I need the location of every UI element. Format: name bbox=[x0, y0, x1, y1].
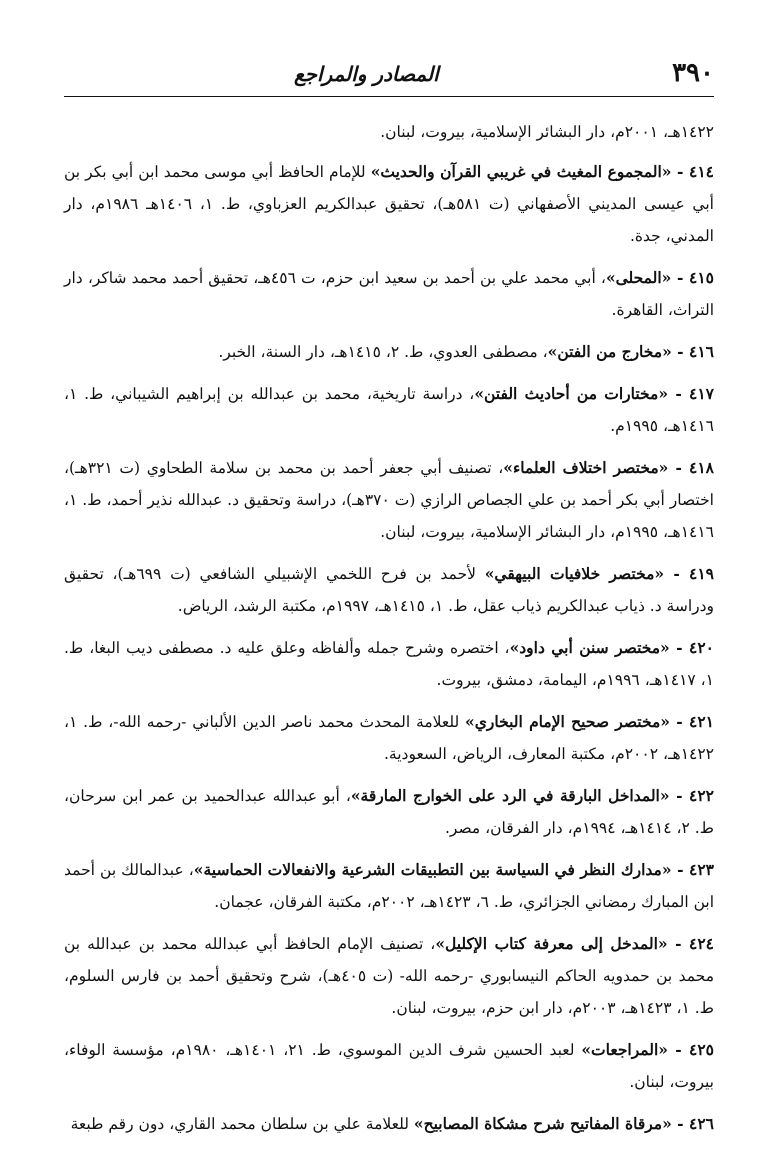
entry-details: للعلامة علي بن سلطان محمد القاري، دون رقم طبعة bbox=[70, 1115, 414, 1133]
entry-title: «مختصر صحيح الإمام البخاري» bbox=[465, 712, 670, 731]
entry-number: ٤١٨ - bbox=[668, 458, 714, 477]
bibliography-entry bbox=[64, 632, 714, 696]
bibliography-entry bbox=[64, 452, 714, 548]
bibliography-entry bbox=[64, 928, 714, 1024]
entry-details: ، اختصره وشرح جمله وألفاظه وعلق عليه د. مصطفى ديب البغا، ط. ١، ١٤١٧هـ، ١٩٩٦م، اليمامة، دمشق، بيروت. bbox=[64, 639, 714, 689]
page-header bbox=[64, 58, 714, 92]
bibliography-entry bbox=[64, 1108, 714, 1140]
bibliography-list bbox=[64, 116, 714, 1150]
entry-title: «المداخل البارقة في الرد على الخوارج المارقة» bbox=[350, 786, 670, 805]
entry-title: «مرقاة المفاتيح شرح مشكاة المصابيح» bbox=[413, 1114, 672, 1133]
entry-details: لأحمد بن فرح اللخمي الإشبيلي الشافعي (ت ٦٩٩هـ)، تحقيق ودراسة د. ذياب عبدالكريم ذياب عقل، ط. ١، ١٤١٥هـ، ١٩٩٧م، مكتبة الرشد، الرياض. bbox=[64, 565, 714, 615]
entry-details: للإمام الحافظ أبي موسى محمد ابن أبي بكر بن أبي عيسى المديني الأصفهاني (ت ٥٨١هـ)، تحقيق عبدالكريم العزباوي، ط. ١، ١٤٠٦هـ ١٩٨٦م، دار المدني، جدة. bbox=[64, 163, 714, 245]
bibliography-entry bbox=[64, 156, 714, 252]
bibliography-entry bbox=[64, 262, 714, 326]
entry-number: ٤٢٣ - bbox=[671, 860, 714, 879]
entry-details: ، تصنيف الإمام الحافظ أبي عبدالله محمد بن عبدالله بن محمد بن حمدويه الحاكم النيسابوري -رحمه الله- (ت ٤٠٥هـ)، شرح وتحقيق أحمد بن فارس السلوم، ط. ١، ١٤٢٣هـ، ٢٠٠٣م، دار ابن حزم، بيروت، لبنان. bbox=[64, 935, 714, 1017]
entry-number: ٤٢٢ - bbox=[669, 786, 715, 805]
entry-title: «مختصر خلافيات البيهقي» bbox=[484, 564, 665, 583]
entry-number: ٤٢٦ - bbox=[671, 1114, 714, 1133]
bibliography-entry bbox=[64, 706, 714, 770]
running-title: المصادر والمراجع bbox=[294, 62, 439, 86]
entry-number: ٤٢٥ - bbox=[667, 1040, 714, 1059]
entry-details: ، تصنيف أبي جعفر أحمد بن محمد بن سلامة الطحاوي (ت ٣٢١هـ)، اختصار أبي بكر أحمد بن علي الجصاص الرازي (ت ٣٧٠هـ)، دراسة وتحقيق د. عبدالله نذير أحمد، ط. ١، ١٤١٦هـ، ١٩٩٥م، دار البشائر الإسلامية، بيروت، لبنان. bbox=[64, 459, 714, 541]
entry-title: «المحلى» bbox=[605, 268, 672, 287]
header-divider bbox=[64, 96, 714, 97]
entry-number: ٤٢٤ - bbox=[667, 934, 714, 953]
bibliography-entry bbox=[64, 854, 714, 918]
entry-details: لعبد الحسين شرف الدين الموسوي، ط. ٢١، ١٤٠١هـ، ١٩٨٠م، مؤسسة الوفاء، بيروت، لبنان. bbox=[64, 1041, 714, 1091]
entry-title: «مختارات من أحاديث الفتن» bbox=[474, 384, 669, 403]
entry-number: ٤١٩ - bbox=[664, 564, 715, 583]
entry-title: «مدارك النظر في السياسة بين التطبيقات الشرعية والانفعالات الحماسية» bbox=[193, 860, 672, 879]
entry-details: ١٤٢٢هـ، ٢٠٠١م، دار البشائر الإسلامية، بيروت، لبنان. bbox=[380, 123, 714, 141]
page-number: ٣٩٠ bbox=[672, 58, 714, 88]
entry-title: «المجموع المغيث في غريبي القرآن والحديث» bbox=[370, 162, 672, 181]
bibliography-entry bbox=[64, 336, 714, 368]
entry-title: «مختصر اختلاف العلماء» bbox=[503, 458, 669, 477]
entry-number: ٤١٥ - bbox=[671, 268, 714, 287]
bibliography-entry bbox=[64, 116, 714, 148]
entry-details: ، أبو عبدالله عبدالحميد بن عمر ابن سرحان، ط. ٢، ١٤١٤هـ، ١٩٩٤م، دار الفرقان، مصر. bbox=[64, 787, 714, 837]
entry-details: ، دراسة تاريخية، محمد بن عبدالله بن إبراهيم الشيباني، ط. ١، ١٤١٦هـ، ١٩٩٥م. bbox=[64, 385, 714, 435]
entry-title: «مختصر سنن أبي داود» bbox=[509, 638, 670, 657]
entry-number: ٤٢٠ - bbox=[669, 638, 714, 657]
entry-title: «المدخل إلى معرفة كتاب الإكليل» bbox=[435, 934, 668, 953]
entry-number: ٤١٦ - bbox=[671, 342, 714, 361]
entry-details: للعلامة المحدث محمد ناصر الدين الألباني -رحمه الله-، ط. ١، ١٤٢٢هـ، ٢٠٠٢م، مكتبة المعارف، الرياض، السعودية. bbox=[64, 713, 714, 763]
bibliography-entry bbox=[64, 1034, 714, 1098]
entry-details: ، أبي محمد علي بن أحمد بن سعيد ابن حزم، ت ٤٥٦هـ، تحقيق أحمد محمد شاكر، دار التراث، القاهرة. bbox=[64, 269, 714, 319]
bibliography-entry bbox=[64, 558, 714, 622]
entry-title: «مخارج من الفتن» bbox=[547, 342, 672, 361]
entry-details: ، مصطفى العدوي، ط. ٢، ١٤١٥هـ، دار السنة، الخبر. bbox=[218, 343, 548, 361]
bibliography-entry bbox=[64, 378, 714, 442]
entry-title: «المراجعات» bbox=[581, 1040, 668, 1059]
entry-number: ٤١٧ - bbox=[668, 384, 714, 403]
bibliography-entry bbox=[64, 780, 714, 844]
entry-number: ٤١٤ - bbox=[671, 162, 714, 181]
entry-number: ٤٢١ - bbox=[669, 712, 714, 731]
entry-details: ، عبدالمالك بن أحمد ابن المبارك رمضاني الجزائري، ط. ٦، ١٤٢٣هـ، ٢٠٠٢م، مكتبة الفرقان، عجمان. bbox=[64, 861, 714, 911]
